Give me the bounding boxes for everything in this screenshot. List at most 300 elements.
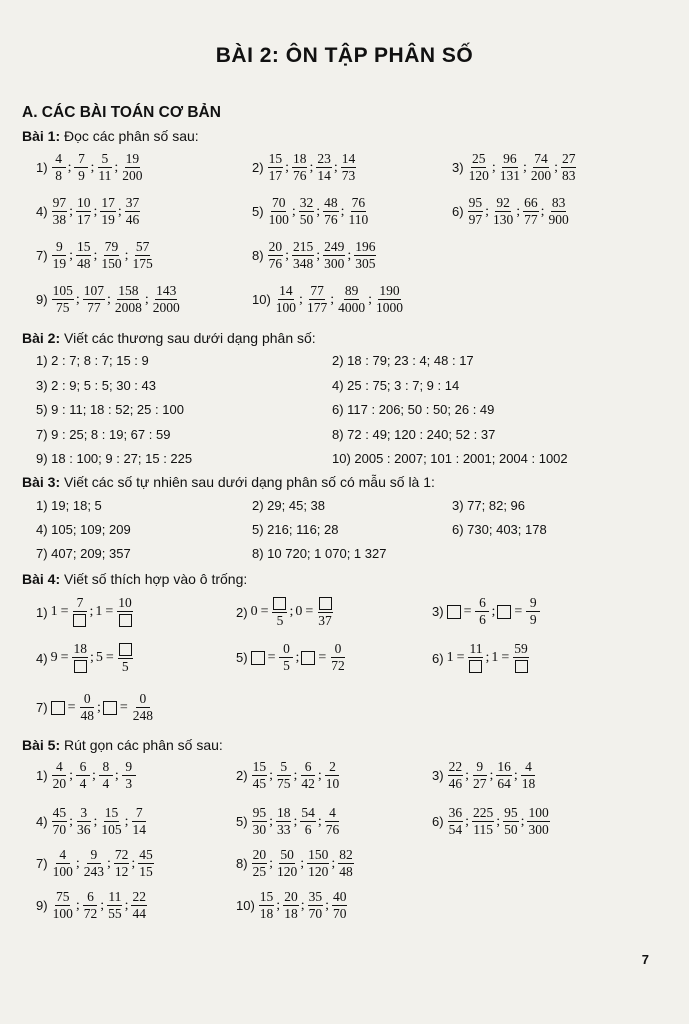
numerator-value: 5 <box>280 759 288 774</box>
denominator <box>276 776 292 791</box>
denominator-value: 17 <box>268 168 283 183</box>
fraction <box>99 760 113 791</box>
denominator-value: 115 <box>473 822 493 837</box>
separator: ; <box>300 897 305 913</box>
item-number: 3) <box>432 604 444 619</box>
denominator <box>330 658 346 673</box>
denominator-value: 42 <box>301 776 315 791</box>
fraction <box>275 284 297 315</box>
exercise-item: 1) 19; 18; 5 <box>36 498 102 513</box>
numerator <box>52 806 68 822</box>
denominator-value: 76 <box>325 822 340 837</box>
blank-box <box>251 651 265 665</box>
numerator-value: 95 <box>252 805 267 820</box>
numerator <box>132 806 146 822</box>
numerator <box>52 240 66 256</box>
fraction <box>375 284 404 315</box>
numerator-value: 50 <box>280 847 294 862</box>
fraction <box>323 240 345 271</box>
fraction <box>472 760 488 791</box>
denominator-value: 55 <box>108 906 122 921</box>
separator: ; <box>100 897 105 913</box>
numerator <box>344 284 360 300</box>
separator: ; <box>269 855 273 871</box>
denominator <box>468 168 490 183</box>
denominator-value: 46 <box>448 776 463 791</box>
denominator <box>252 822 268 837</box>
numerator-value: 9 <box>476 759 484 774</box>
separator: ; <box>496 813 501 829</box>
numerator-value: 15 <box>268 151 283 166</box>
separator: ; <box>520 813 525 829</box>
denominator-value: 73 <box>341 168 356 183</box>
fraction <box>252 848 268 879</box>
separator: ; <box>293 767 298 783</box>
denominator <box>300 776 316 791</box>
denominator-value: 12 <box>114 864 129 879</box>
denominator <box>76 776 90 791</box>
equals-sign: = <box>60 650 69 666</box>
separator: ; <box>75 855 80 871</box>
denominator-value: 36 <box>76 822 91 837</box>
fraction <box>330 642 346 673</box>
exercise-item: 5) 216; 116; 28 <box>252 522 339 537</box>
bai1-heading <box>22 128 199 144</box>
denominator-value: 48 <box>339 864 353 879</box>
numerator-value: 3 <box>80 805 88 820</box>
denominator <box>86 300 102 315</box>
denominator <box>138 864 154 879</box>
numerator <box>76 760 90 776</box>
denominator-value: 100 <box>52 906 73 921</box>
denominator-value: 45 <box>252 776 267 791</box>
bai3-label: Bài 3: <box>22 474 61 490</box>
numerator-value: 14 <box>341 151 356 166</box>
fraction <box>283 890 299 921</box>
denominator-value: 10 <box>325 776 340 791</box>
numerator-value: 158 <box>118 283 139 298</box>
denominator-value: 6 <box>304 822 312 837</box>
fraction <box>76 806 92 837</box>
numerator-value: 4 <box>525 759 532 774</box>
denominator-value: 75 <box>276 776 291 791</box>
numerator-value: 82 <box>339 847 353 862</box>
denominator <box>52 256 68 271</box>
denominator-value: 18 <box>521 776 536 791</box>
denominator-value: 48 <box>80 708 94 723</box>
bai1-label: Bài 1: <box>22 128 61 144</box>
blank-box <box>319 597 332 610</box>
denominator <box>74 168 88 183</box>
separator: ; <box>106 291 111 307</box>
fraction <box>332 890 348 921</box>
page-title: BÀI 2: ÔN TẬP PHÂN SỐ <box>215 44 474 67</box>
numerator-value: 20 <box>284 889 298 904</box>
exercise-item: 2) 29; 45; 38 <box>252 498 325 513</box>
numerator-value: 37 <box>125 195 140 210</box>
exercise-item: 8) 10 720; 1 070; 1 327 <box>252 546 387 561</box>
item-number: 1) <box>36 160 48 175</box>
separator: ; <box>114 159 119 175</box>
denominator-value: 33 <box>276 822 291 837</box>
denominator-value: 248 <box>132 708 154 723</box>
fraction <box>306 284 328 315</box>
denominator <box>323 212 339 227</box>
numerator <box>117 284 139 300</box>
value: 9 <box>50 650 58 666</box>
denominator-value: 100 <box>268 212 289 227</box>
denominator <box>76 256 92 271</box>
exercise-item: 5) 9 : 11; 18 : 52; 25 : 100 <box>36 402 184 417</box>
denominator-value: 2000 <box>152 300 180 315</box>
fraction <box>279 642 293 673</box>
denominator <box>100 256 122 271</box>
denominator-value: 77 <box>524 212 538 227</box>
denominator <box>341 168 357 183</box>
bai2-label: Bài 2: <box>22 330 61 346</box>
fraction <box>527 806 549 837</box>
numerator <box>271 196 287 212</box>
denominator-value: 18 <box>284 906 298 921</box>
blank-box <box>273 597 286 610</box>
exercise-item: 7) 407; 209; 357 <box>36 546 131 561</box>
numerator <box>52 284 74 300</box>
denominator-value: 5 <box>283 658 290 673</box>
denominator <box>306 300 328 315</box>
numerator <box>52 196 68 212</box>
item-number: 2) <box>236 768 248 783</box>
denominator-value: 120 <box>308 864 329 879</box>
fraction <box>472 806 494 837</box>
denominator-value: 4000 <box>338 300 366 315</box>
numerator-value: 59 <box>514 641 528 656</box>
numerator-value: 22 <box>132 889 146 904</box>
numerator <box>521 760 535 776</box>
fraction <box>107 890 123 921</box>
denominator-value: 200 <box>122 168 143 183</box>
numerator <box>87 848 101 864</box>
numerator-value: 107 <box>83 283 104 298</box>
numerator-value: 0 <box>83 691 91 706</box>
denominator <box>283 906 299 921</box>
value: 5 <box>95 650 103 666</box>
separator: ; <box>69 767 73 783</box>
separator: ; <box>67 159 72 175</box>
separator: ; <box>485 650 490 666</box>
exercise-item <box>252 196 370 227</box>
denominator <box>496 776 512 791</box>
denominator <box>259 906 275 921</box>
denominator-value: 9 <box>529 612 537 627</box>
separator: ; <box>300 855 305 871</box>
numerator-value: 15 <box>76 239 91 254</box>
denominator <box>347 212 369 227</box>
numerator-value: 70 <box>271 195 286 210</box>
exercise-item <box>236 806 341 837</box>
fraction <box>52 848 74 879</box>
fraction <box>268 152 284 183</box>
numerator-value: 25 <box>471 151 486 166</box>
fraction <box>76 240 92 271</box>
numerator <box>125 152 141 168</box>
denominator-value: 14 <box>317 168 331 183</box>
denominator <box>468 658 483 674</box>
separator: ; <box>75 291 80 307</box>
fraction <box>83 284 105 315</box>
denominator-value: 76 <box>292 168 307 183</box>
denominator <box>338 864 354 879</box>
numerator-value: 150 <box>308 847 329 862</box>
denominator <box>100 212 116 227</box>
denominator <box>152 300 181 315</box>
denominator <box>475 612 489 627</box>
numerator-value: 66 <box>524 195 538 210</box>
fraction <box>276 848 298 879</box>
numerator <box>99 760 113 776</box>
equals-sign: = <box>267 649 276 665</box>
fraction <box>152 284 181 315</box>
blank-box <box>119 614 132 627</box>
denominator-value: 70 <box>308 906 323 921</box>
bai4-label: Bài 4: <box>22 571 61 587</box>
denominator <box>118 612 133 628</box>
numerator <box>122 760 136 776</box>
separator: ; <box>93 813 98 829</box>
denominator <box>268 168 284 183</box>
numerator <box>135 240 151 256</box>
exercise-item <box>432 596 541 627</box>
equals-sign: = <box>501 650 510 666</box>
denominator-value: 130 <box>492 212 514 227</box>
denominator-value: 200 <box>530 168 552 183</box>
separator: ; <box>124 897 129 913</box>
numerator-value: 0 <box>334 641 342 656</box>
numerator-value: 7 <box>135 805 143 820</box>
numerator <box>83 890 97 906</box>
fraction <box>547 196 569 227</box>
numerator-value: 225 <box>472 805 494 820</box>
fraction <box>72 642 88 674</box>
equals-sign: = <box>514 603 523 619</box>
denominator-value: 4 <box>79 776 87 791</box>
numerator <box>448 760 464 776</box>
separator: ; <box>554 159 558 175</box>
numerator-value: 15 <box>252 759 267 774</box>
numerator-value: 18 <box>292 151 307 166</box>
value: 1 <box>95 604 103 620</box>
denominator <box>503 822 519 837</box>
denominator <box>73 658 88 674</box>
numerator-value: 20 <box>252 847 267 862</box>
separator: ; <box>465 813 469 829</box>
numerator <box>475 596 489 612</box>
exercise-item <box>252 152 357 183</box>
denominator-value: 27 <box>472 776 487 791</box>
numerator <box>83 284 105 300</box>
denominator <box>499 168 521 183</box>
exercise-item <box>36 806 148 837</box>
fraction <box>52 240 68 271</box>
fraction <box>131 806 147 837</box>
fraction <box>100 240 122 271</box>
denominator-value: 25 <box>252 864 267 879</box>
fraction <box>523 196 539 227</box>
denominator-value: 70 <box>52 822 67 837</box>
numerator <box>551 196 567 212</box>
fraction <box>503 806 519 837</box>
fraction <box>83 848 105 879</box>
separator: ; <box>465 767 469 783</box>
blank-box <box>73 614 86 627</box>
numerator-value: 32 <box>299 195 314 210</box>
numerator <box>138 848 154 864</box>
numerator <box>533 152 549 168</box>
denominator-value: 14 <box>132 822 146 837</box>
separator: ; <box>347 247 352 263</box>
exercise-item: 4) 105; 109; 209 <box>36 522 131 537</box>
numerator <box>56 848 70 864</box>
item-number: 5) <box>252 204 264 219</box>
separator: ; <box>69 203 73 219</box>
separator: ; <box>299 291 303 307</box>
numerator <box>332 890 348 906</box>
numerator-value: 77 <box>310 283 324 298</box>
bai2-heading <box>22 330 316 346</box>
denominator-value: 50 <box>299 212 314 227</box>
separator: ; <box>491 159 496 175</box>
numerator-value: 89 <box>344 283 359 298</box>
denominator <box>514 658 529 674</box>
fraction <box>118 642 133 674</box>
denominator-value: 11 <box>98 168 112 183</box>
denominator-value: 150 <box>101 256 122 271</box>
numerator-value: 57 <box>135 239 150 254</box>
fraction <box>52 760 68 791</box>
denominator <box>526 612 540 627</box>
item-number: 6) <box>432 650 444 666</box>
numerator-value: 48 <box>324 195 338 210</box>
numerator-value: 9 <box>90 847 98 862</box>
blank-box <box>74 660 87 673</box>
numerator <box>526 596 540 612</box>
denominator <box>279 658 293 673</box>
fraction <box>521 760 537 791</box>
denominator-value: 70 <box>332 906 347 921</box>
exercise-item: 1) 2 : 7; 8 : 7; 15 : 9 <box>36 353 149 368</box>
blank-box <box>469 660 482 673</box>
numerator-value: 40 <box>332 889 347 904</box>
denominator <box>52 212 68 227</box>
numerator <box>74 152 88 168</box>
fraction <box>76 760 90 791</box>
fraction <box>268 240 284 271</box>
numerator-value: 45 <box>139 847 153 862</box>
fraction <box>131 890 147 921</box>
blank-box <box>301 651 315 665</box>
denominator-value: 105 <box>101 822 122 837</box>
fraction <box>492 196 514 227</box>
separator: ; <box>330 291 335 307</box>
bai5-heading <box>22 737 223 753</box>
denominator-value: 100 <box>275 300 297 315</box>
numerator-value: 7 <box>76 595 84 610</box>
exercise-item: 9) 18 : 100; 9 : 27; 15 : 225 <box>36 451 193 466</box>
exercise-item: 6) 117 : 206; 50 : 50; 26 : 49 <box>332 402 495 417</box>
separator: ; <box>522 159 527 175</box>
numerator <box>378 284 400 300</box>
separator: ; <box>93 203 98 219</box>
numerator <box>77 806 91 822</box>
fraction <box>325 760 341 791</box>
separator: ; <box>117 203 122 219</box>
numerator <box>279 642 293 658</box>
denominator <box>521 776 537 791</box>
numerator-value: 54 <box>301 805 315 820</box>
fraction <box>52 152 66 183</box>
denominator-value: 72 <box>83 906 98 921</box>
item-number: 5) <box>236 814 248 829</box>
numerator <box>283 890 299 906</box>
denominator <box>448 822 464 837</box>
numerator <box>301 760 315 776</box>
fraction <box>252 760 268 791</box>
bai4-heading <box>22 571 247 587</box>
value: 0 <box>295 604 303 620</box>
numerator-value: 19 <box>125 151 140 166</box>
exercise-item <box>36 692 155 723</box>
fraction <box>117 596 133 628</box>
denominator-value: 300 <box>324 256 345 271</box>
numerator-value: 20 <box>268 239 283 254</box>
item-number: 8) <box>252 248 264 263</box>
numerator <box>268 240 284 256</box>
denominator-value: 5 <box>121 659 129 675</box>
exercise-item <box>236 760 341 791</box>
denominator <box>72 612 87 628</box>
numerator-value: 9 <box>125 759 133 774</box>
fraction <box>307 848 329 879</box>
denominator <box>79 708 95 723</box>
fraction <box>76 196 92 227</box>
bai5-text: Rút gọn các phân số sau: <box>64 737 223 753</box>
exercise-item <box>452 196 571 227</box>
exercise-item: 6) 730; 403; 178 <box>452 522 547 537</box>
numerator-value: 74 <box>534 151 548 166</box>
numerator <box>341 152 357 168</box>
fraction <box>316 152 332 183</box>
separator: ; <box>89 650 94 666</box>
denominator <box>561 168 577 183</box>
separator: ; <box>316 247 321 263</box>
item-number: 8) <box>236 856 248 871</box>
denominator <box>125 212 141 227</box>
denominator-value: 75 <box>55 300 70 315</box>
denominator-value: 19 <box>52 256 67 271</box>
blank-box <box>447 605 461 619</box>
separator: ; <box>368 291 372 307</box>
blank-box <box>497 605 511 619</box>
numerator-value: 17 <box>101 195 115 210</box>
denominator <box>268 212 290 227</box>
numerator <box>76 196 92 212</box>
fraction <box>114 284 143 315</box>
denominator-value: 5 <box>276 613 284 629</box>
numerator-value: 23 <box>317 151 331 166</box>
denominator <box>472 822 494 837</box>
denominator-value: 120 <box>276 864 298 879</box>
numerator-value: 6 <box>87 889 94 904</box>
separator: ; <box>144 291 149 307</box>
